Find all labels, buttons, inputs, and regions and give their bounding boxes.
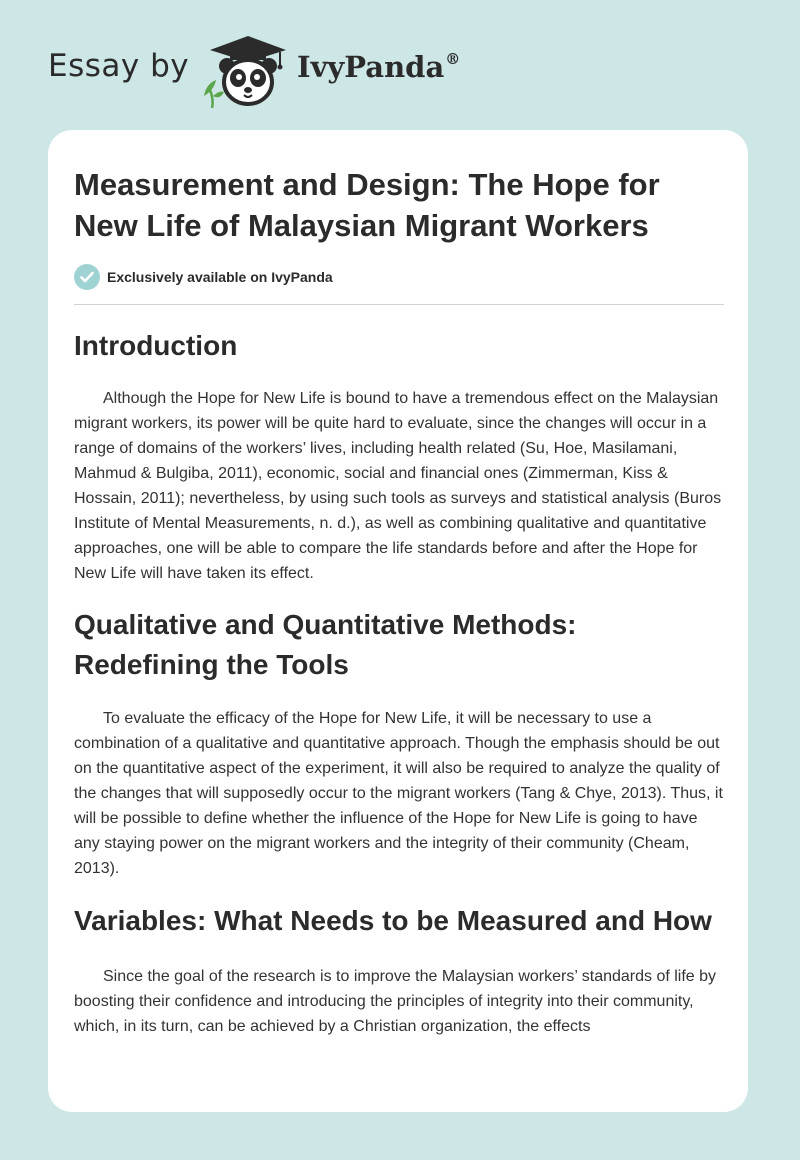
section-body-methods: To evaluate the efficacy of the Hope for New Life, it will be necessary to use a combination of a qualitative and quantitative approach. Though the emphasis should be out on the quantitative aspect of the experiment, it will also be required to analyze the quality of the changes that will supposedly occur to the migrant workers (Tang & Chye, 2013). Thus, it will be possible to define whether the influence of the Hope for New Life is going to have any staying power on the migrant workers and the integrity of their community (Cheam, 2013). <box>74 710 723 877</box>
section-heading-introduction: Introduction <box>74 330 238 361</box>
title-divider <box>74 304 724 305</box>
section-body-variables: Since the goal of the research is to improve the Malaysian workers’ standards of life by boosting their confidence and introducing the principles of integrity into their community, which, in its turn, can be achieved by a Christian organization, the effects <box>74 968 717 1035</box>
registered-mark: ® <box>445 50 461 68</box>
article-title: Measurement and Design: The Hope for New Life of Malaysian Migrant Workers <box>74 167 660 243</box>
check-icon <box>74 264 100 290</box>
brand-name-text: IvyPanda <box>297 50 445 84</box>
brand-name[interactable] <box>297 50 460 84</box>
article-card <box>48 130 748 1112</box>
essay-by-label: Essay by <box>48 48 190 84</box>
section-body-introduction: Although the Hope for New Life is bound to have a tremendous effect on the Malaysian migrant workers, its power will be quite hard to evaluate, since the changes will occur in a range of domains of the workers’ lives, including health related (Su, Hoe, Masilamani, Mahmud & Bulgiba, 2011), economic, social and financial ones (Zimmerman, Kiss & Hossain, 2011); nevertheless, by using such tools as surveys and statistical analysis (Buros Institute of Mental Measurements, n. d.), as well as combining qualitative and quantitative approaches, one will be able to compare the life standards before and after the Hope for New Life will have taken its effect. <box>74 390 722 582</box>
section-heading-methods: Qualitative and Quantitative Methods: Redefining the Tools <box>74 609 577 680</box>
article-content <box>74 164 724 1039</box>
section-heading-variables: Variables: What Needs to be Measured and How <box>74 905 712 936</box>
site-header <box>0 0 800 130</box>
exclusive-badge <box>74 264 724 290</box>
ivypanda-logo-icon[interactable] <box>200 30 296 110</box>
exclusive-badge-text: Exclusively available on IvyPanda <box>107 269 333 285</box>
